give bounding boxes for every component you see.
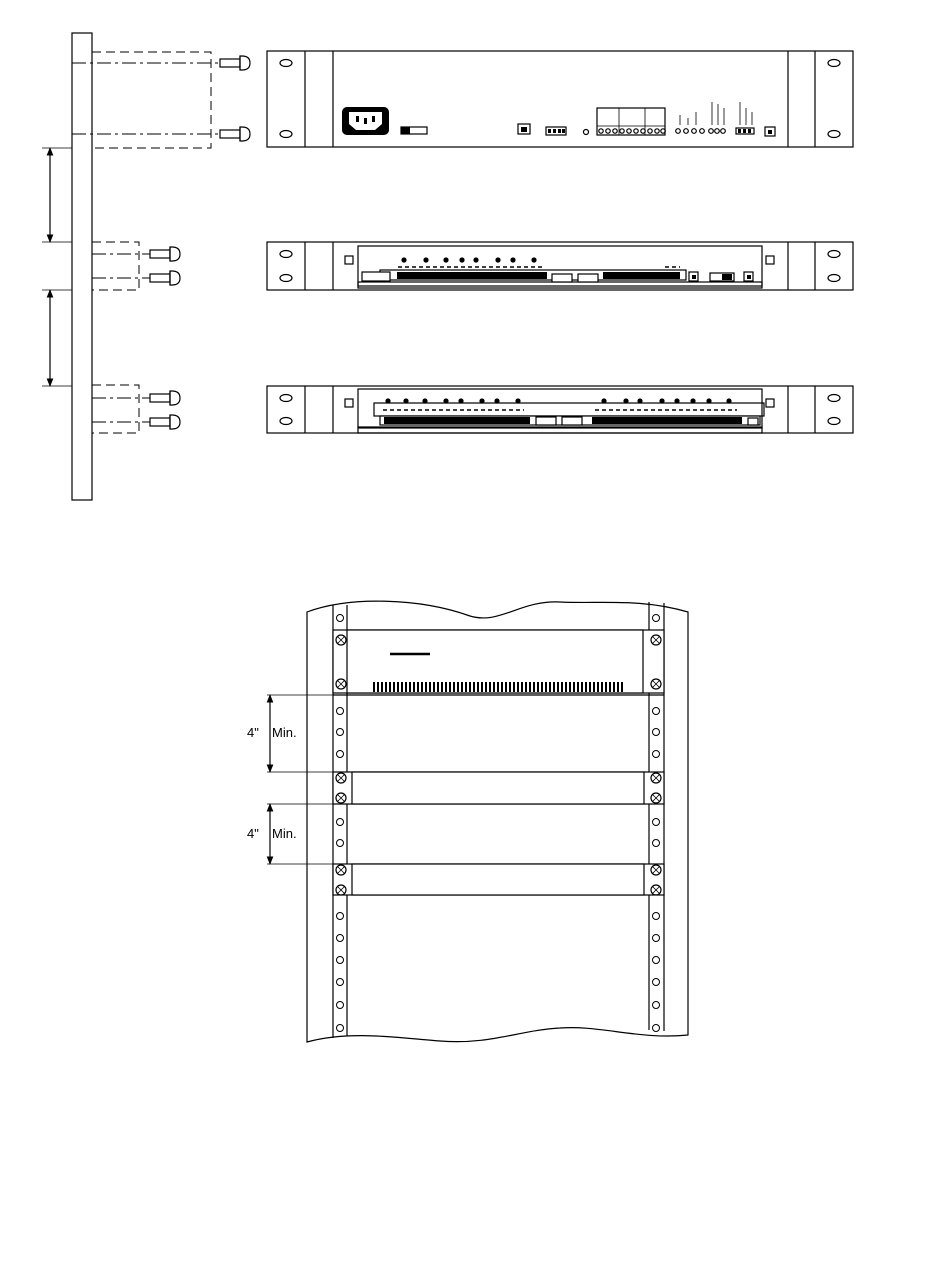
rack-screw-icon	[651, 865, 661, 875]
rack-screw-icon	[336, 679, 346, 689]
rail-hole	[653, 935, 660, 942]
vent-slot	[589, 682, 591, 692]
rail-hole	[653, 819, 660, 826]
vent-slot	[385, 682, 387, 692]
vent-slot	[493, 682, 495, 692]
mounting-rail	[72, 33, 92, 500]
screw-icon	[150, 415, 180, 429]
vent-slot	[505, 682, 507, 692]
vent-slot	[417, 682, 419, 692]
vent-slot	[425, 682, 427, 692]
vent-slot	[437, 682, 439, 692]
rail-hole	[653, 1002, 660, 1009]
rack-view	[247, 601, 688, 1042]
expansion-unit-2	[267, 386, 853, 433]
power-switch-icon	[401, 127, 427, 134]
vent-slot	[473, 682, 475, 692]
vent-slot	[481, 682, 483, 692]
mounting-rail-view	[42, 33, 250, 500]
vent-slot	[485, 682, 487, 692]
spacing-value: 4"	[247, 826, 259, 841]
vent-slot	[565, 682, 567, 692]
rail-hole	[337, 840, 344, 847]
vent-slots	[373, 682, 623, 692]
vent-slot	[381, 682, 383, 692]
rack-screw-icon	[651, 773, 661, 783]
vent-slot	[557, 682, 559, 692]
rack-screw-icon	[336, 635, 346, 645]
vent-slot	[577, 682, 579, 692]
vent-slot	[569, 682, 571, 692]
dip-switch-icon	[736, 128, 754, 134]
vent-slot	[509, 682, 511, 692]
rack-screw-icon	[336, 885, 346, 895]
rail-hole	[653, 957, 660, 964]
rack-screw-icon	[651, 679, 661, 689]
dimension-arrow-1	[42, 148, 72, 242]
vent-slot	[561, 682, 563, 692]
screw-icon	[150, 271, 180, 285]
vent-slot	[489, 682, 491, 692]
vent-slot	[441, 682, 443, 692]
vent-slot	[541, 682, 543, 692]
rail-hole	[337, 913, 344, 920]
rail-hole	[653, 979, 660, 986]
rack-screw-icon	[336, 793, 346, 803]
vent-slot	[525, 682, 527, 692]
vent-slot	[445, 682, 447, 692]
vent-slot	[405, 682, 407, 692]
vent-slot	[573, 682, 575, 692]
vent-slot	[449, 682, 451, 692]
connector-icon	[748, 418, 758, 425]
vent-slot	[469, 682, 471, 692]
rack-screw-icon	[336, 865, 346, 875]
vent-slot	[533, 682, 535, 692]
rack-screw-icon	[651, 793, 661, 803]
rail-hole	[653, 751, 660, 758]
vent-slot	[501, 682, 503, 692]
vent-slot	[521, 682, 523, 692]
vent-slot	[453, 682, 455, 692]
rack-expansion-unit-2	[333, 864, 664, 895]
rack-screw-icon	[651, 635, 661, 645]
vent-slot	[529, 682, 531, 692]
rail-hole	[337, 615, 344, 622]
terminal-row-1	[380, 270, 686, 280]
vent-slot	[553, 682, 555, 692]
vent-slot	[465, 682, 467, 692]
vent-slot	[513, 682, 515, 692]
spacing-value: 4"	[247, 725, 259, 740]
vent-slot	[605, 682, 607, 692]
rack-expansion-unit-1	[333, 772, 664, 804]
vent-slot	[497, 682, 499, 692]
screw-icon	[220, 56, 250, 70]
screw-group-1	[72, 52, 250, 148]
rail-hole	[653, 615, 660, 622]
vent-slot	[433, 682, 435, 692]
rack-power-unit	[333, 630, 664, 693]
screw-icon	[220, 127, 250, 141]
vent-slot	[621, 682, 623, 692]
vent-slot	[477, 682, 479, 692]
rail-hole	[337, 708, 344, 715]
vent-slot	[401, 682, 403, 692]
vent-slot	[617, 682, 619, 692]
vent-slot	[389, 682, 391, 692]
vent-slot	[393, 682, 395, 692]
screw-group-2	[92, 242, 180, 290]
spacing-note: Min.	[272, 826, 297, 841]
logo-plate-icon	[362, 272, 390, 281]
rail-hole	[337, 1002, 344, 1009]
rail-hole	[653, 913, 660, 920]
rack-screw-icon	[336, 773, 346, 783]
terminal-strip-icon	[597, 108, 665, 135]
spacing-note: Min.	[272, 725, 297, 740]
connector-block-icon	[546, 127, 566, 135]
rail-hole	[337, 751, 344, 758]
vent-slot	[457, 682, 459, 692]
rail-hole	[653, 1025, 660, 1032]
rail-hole	[337, 729, 344, 736]
vent-slot	[373, 682, 375, 692]
vent-slot	[397, 682, 399, 692]
vent-slot	[429, 682, 431, 692]
vent-slot	[409, 682, 411, 692]
vent-slot	[421, 682, 423, 692]
rail-hole	[337, 979, 344, 986]
dimension-arrow-2	[42, 290, 72, 386]
rail-hole	[337, 935, 344, 942]
screw-group-3	[92, 385, 180, 433]
vent-slot	[377, 682, 379, 692]
power-inlet-icon	[342, 107, 389, 135]
vent-slot	[537, 682, 539, 692]
rail-hole	[653, 708, 660, 715]
vent-slot	[581, 682, 583, 692]
expansion-unit-1	[267, 242, 853, 290]
rail-hole	[337, 1025, 344, 1032]
rail-hole	[653, 840, 660, 847]
rail-hole	[653, 729, 660, 736]
vent-slot	[613, 682, 615, 692]
vent-slot	[609, 682, 611, 692]
vent-slot	[545, 682, 547, 692]
power-supply-unit	[267, 51, 853, 147]
rack-screw-icon	[651, 885, 661, 895]
vent-slot	[413, 682, 415, 692]
vent-slot	[593, 682, 595, 692]
vent-slot	[585, 682, 587, 692]
vent-slot	[601, 682, 603, 692]
vent-slot	[517, 682, 519, 692]
vent-slot	[597, 682, 599, 692]
vent-slot	[549, 682, 551, 692]
vent-slot	[461, 682, 463, 692]
rail-hole	[337, 957, 344, 964]
screw-icon	[150, 391, 180, 405]
rail-hole	[337, 819, 344, 826]
screw-icon	[150, 247, 180, 261]
